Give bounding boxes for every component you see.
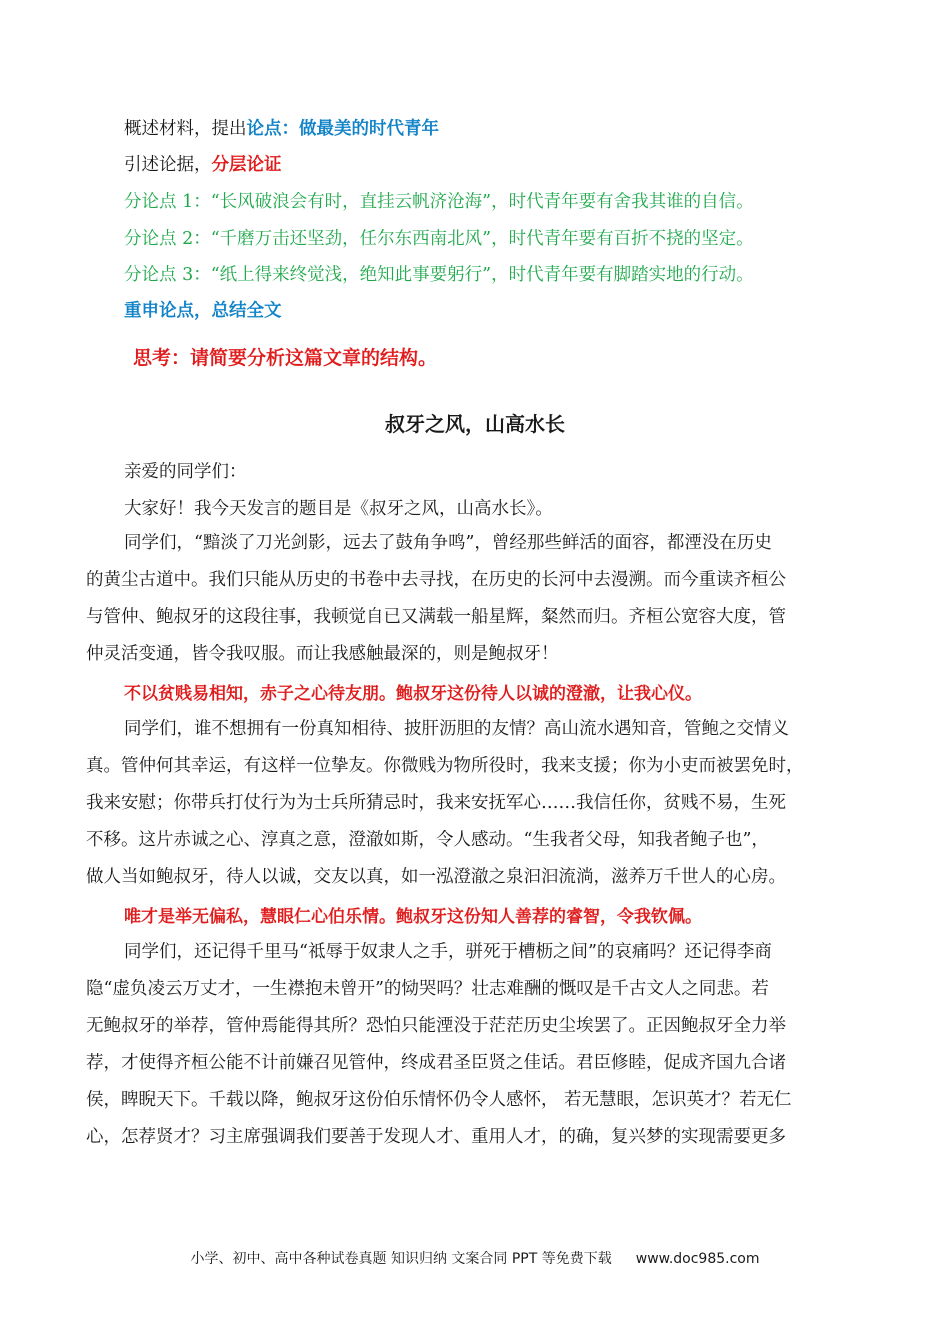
paragraph-line: 同学们，“黯淡了刀光剑影，远去了鼓角争鸣”，曾经那些鲜活的面容，都湮没在历史: [124, 533, 772, 553]
paragraph-line: 真。管仲何其幸运，有这样一位挚友。你微贱为物所役时，我来支援；你为小吏而被罢免时，: [86, 756, 804, 776]
outline-line-2: [124, 153, 282, 177]
highlight-sentence-2: 唯才是举无偏私，慧眼仁心伯乐情。鲍叔牙这份知人善荐的睿智，令我钦佩。: [124, 907, 702, 927]
question-prompt: 思考：请简要分析这篇文章的结构。: [133, 347, 438, 369]
paragraph-line: 的黄尘古道中。我们只能从历史的书卷中去寻找，在历史的长河中去漫溯。而今重读齐桓公: [86, 570, 786, 590]
page-footer: [0, 1248, 950, 1268]
paragraph-line: 仲灵活变通，皆令我叹服。而让我感触最深的，则是鲍叔牙！: [86, 644, 559, 664]
highlight-sentence-1: 不以贫贱易相知，赤子之心待友朋。鲍叔牙这份待人以诚的澄澈，让我心仪。: [124, 684, 702, 704]
paragraph-line: 荐，才使得齐桓公能不计前嫌召见管仲，终成君圣臣贤之佳话。君臣修睦，促成齐国九合诸: [86, 1053, 786, 1073]
outline-line-1-prefix: 概述材料，提出: [124, 119, 247, 139]
paragraph-3: [86, 934, 876, 1156]
paragraph-line: 同学们，谁不想拥有一份真知相待、披肝沥胆的友情？高山流水遇知音，管鲍之交情义: [124, 719, 789, 739]
paragraph-2: [86, 711, 876, 896]
paragraph-line: 我来安慰；你带兵打仗行为为士兵所猜忌时，我来安抚军心……我信任你，贫贱不易，生死: [86, 793, 786, 813]
thesis-label: 论点：做最美的时代青年: [246, 119, 439, 139]
greeting: 大家好！我今天发言的题目是《叔牙之风，山高水长》。: [124, 499, 553, 519]
layered-argument-label: 分层论证: [211, 155, 282, 175]
sub-argument-1: 分论点 1：“长风破浪会有时，直挂云帆济沧海”，时代青年要有舍我其谁的自信。: [124, 192, 754, 212]
paragraph-1: [86, 525, 876, 673]
paragraph-line: 无鲍叔牙的举荐，管仲焉能得其所？恐怕只能湮没于茫茫历史尘埃罢了。正因鲍叔牙全力举: [86, 1016, 786, 1036]
footer-url[interactable]: www.doc985.com: [635, 1251, 760, 1267]
article-title: 叔牙之风，山高水长: [385, 412, 565, 436]
paragraph-line: 隐“虚负凌云万丈才，一生襟抱未曾开”的恸哭吗？壮志难酬的慨叹是千古文人之同悲。若: [86, 979, 769, 999]
paragraph-line: 与管仲、鲍叔牙的这段往事，我顿觉自已又满载一船星辉，粲然而归。齐桓公宽容大度，管: [86, 607, 786, 627]
paragraph-line: 心，怎荐贤才？习主席强调我们要善于发现人才、重用人才，的确，复兴梦的实现需要更多: [86, 1127, 786, 1147]
paragraph-line: 同学们，还记得千里马“祗辱于奴隶人之手，骈死于槽枥之间”的哀痛吗？还记得李商: [124, 942, 772, 962]
paragraph-line: 不移。这片赤诚之心、淳真之意，澄澈如斯，令人感动。“生我者父母，知我者鲍子也”，: [86, 830, 769, 850]
outline-line-1: [124, 117, 439, 141]
sub-argument-3: 分论点 3：“纸上得来终觉浅，绝知此事要躬行”，时代青年要有脚踏实地的行动。: [124, 265, 754, 285]
paragraph-line: 侯，睥睨天下。千载以降，鲍叔牙这份伯乐情怀仍令人感怀， 若无慧眼，怎识英才？若无仁: [86, 1090, 792, 1110]
outline-line-2-prefix: 引述论据，: [124, 155, 212, 175]
footer-text: 小学、初中、高中各种试卷真题 知识归纳 文案合同 PPT 等免费下载: [190, 1251, 612, 1267]
salutation: 亲爱的同学们：: [124, 462, 247, 482]
paragraph-line: 做人当如鲍叔牙，待人以诚，交友以真，如一泓澄澈之泉汩汩流淌，滋养万千世人的心房。: [86, 867, 786, 887]
conclusion-label: 重申论点，总结全文: [124, 301, 282, 321]
sub-argument-2: 分论点 2：“千磨万击还坚劲，任尔东西南北风”，时代青年要有百折不挠的坚定。: [124, 229, 754, 249]
